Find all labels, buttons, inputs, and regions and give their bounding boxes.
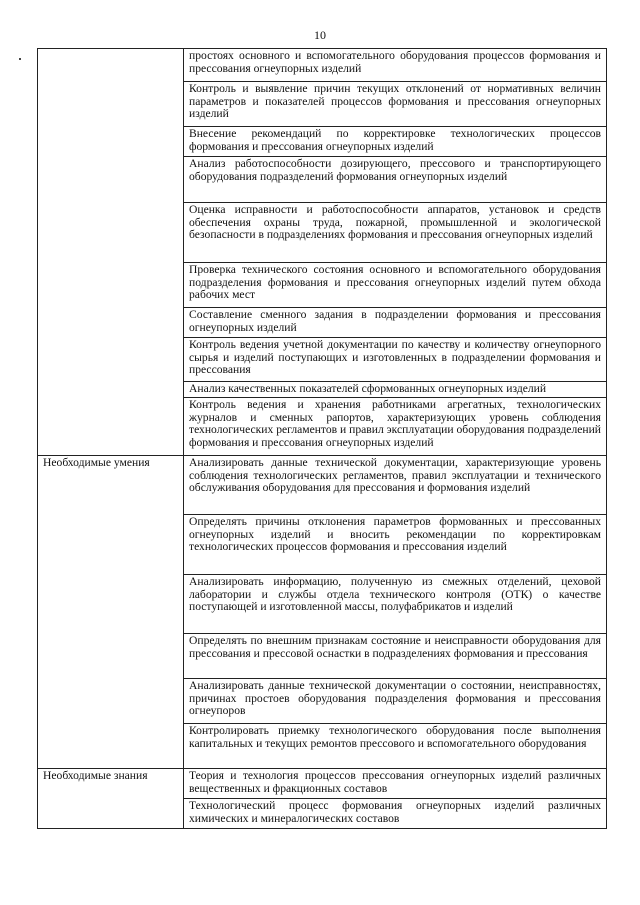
table-cell: Оценка исправности и работоспособности аппаратов, установок и средств обеспечения охраны труда, пожарной, промышленной и экологической безопасности в подразделениях формования и прессования огнеупорных изделий [184,203,607,263]
table-cell: Теория и технология процессов прессования огнеупорных изделий различных вещественных и фракционных составов [184,769,607,799]
table-cell: Анализ качественных показателей сформованных огнеупорных изделий [184,382,607,398]
table-cell: простоях основного и вспомогательного оборудования процессов формования и прессования огнеупорных изделий [184,49,607,82]
table-cell: Анализировать данные технической документации о состоянии, неисправностях, причинах простоев оборудования подразделения формования и прессования огнеупоров [184,679,607,724]
row-label-skills: Необходимые умения [38,456,184,769]
table-cell: Определять причины отклонения параметров формованных и прессованных огнеупорных изделий и вносить рекомендации по корректировкам технологических процессов формования и прессования изделий [184,515,607,575]
table-cell: Контролировать приемку технологического оборудования после выполнения капитальных и текущих ремонтов прессового и вспомогательного оборудования [184,724,607,769]
table-cell: Проверка технического состояния основного и вспомогательного оборудования подразделения формования и прессования огнеупорных изделий путем обхода рабочих мест [184,263,607,308]
table-cell: Анализ работоспособности дозирующего, прессового и транспортирующего оборудования подразделений формования огнеупорных изделий [184,157,607,203]
competency-table [37,48,607,829]
row-label-empty [38,49,184,456]
table-cell: Контроль и выявление причин текущих отклонений от нормативных величин параметров и показателей процессов формования и прессования огнеупорных изделий [184,82,607,127]
table-cell: Технологический процесс формования огнеупорных изделий различных химических и минералогических составов [184,799,607,829]
page-number: 10 [314,28,326,42]
table-cell: Контроль ведения учетной документации по качеству и количеству огнеупорного сырья и изделий поступающих и изготовленных в подразделении формования и прессования [184,338,607,382]
scan-mark [19,58,21,60]
row-label-knowledge: Необходимые знания [38,769,184,829]
table-cell: Внесение рекомендаций по корректировке технологических процессов формования и прессования огнеупорных изделий [184,127,607,157]
table-cell: Анализировать данные технической документации, характеризующие уровень соблюдения технологических регламентов, правил эксплуатации и технического обслуживания оборудования для прессования и формования изделий [184,456,607,515]
table-cell: Контроль ведения и хранения работниками агрегатных, технологических журналов и сменных рапортов, характеризующих уровень соблюдения технологических регламентов и правил эксплуатации оборудования подразделений формования и прессования огнеупорных изделий [184,398,607,456]
table-row [38,456,607,515]
table-cell: Анализировать информацию, полученную из смежных отделений, цеховой лаборатории и службы отдела технического контроля (ОТК) о качестве поступающей и изготовленной массы, полуфабрикатов и изделий [184,575,607,634]
table-row [38,769,607,799]
table-cell: Определять по внешним признакам состояние и неисправности оборудования для прессования и прессовой оснастки в подразделениях формования и прессования [184,634,607,679]
table-cell: Составление сменного задания в подразделении формования и прессования огнеупорных изделий [184,308,607,338]
table-row [38,49,607,82]
